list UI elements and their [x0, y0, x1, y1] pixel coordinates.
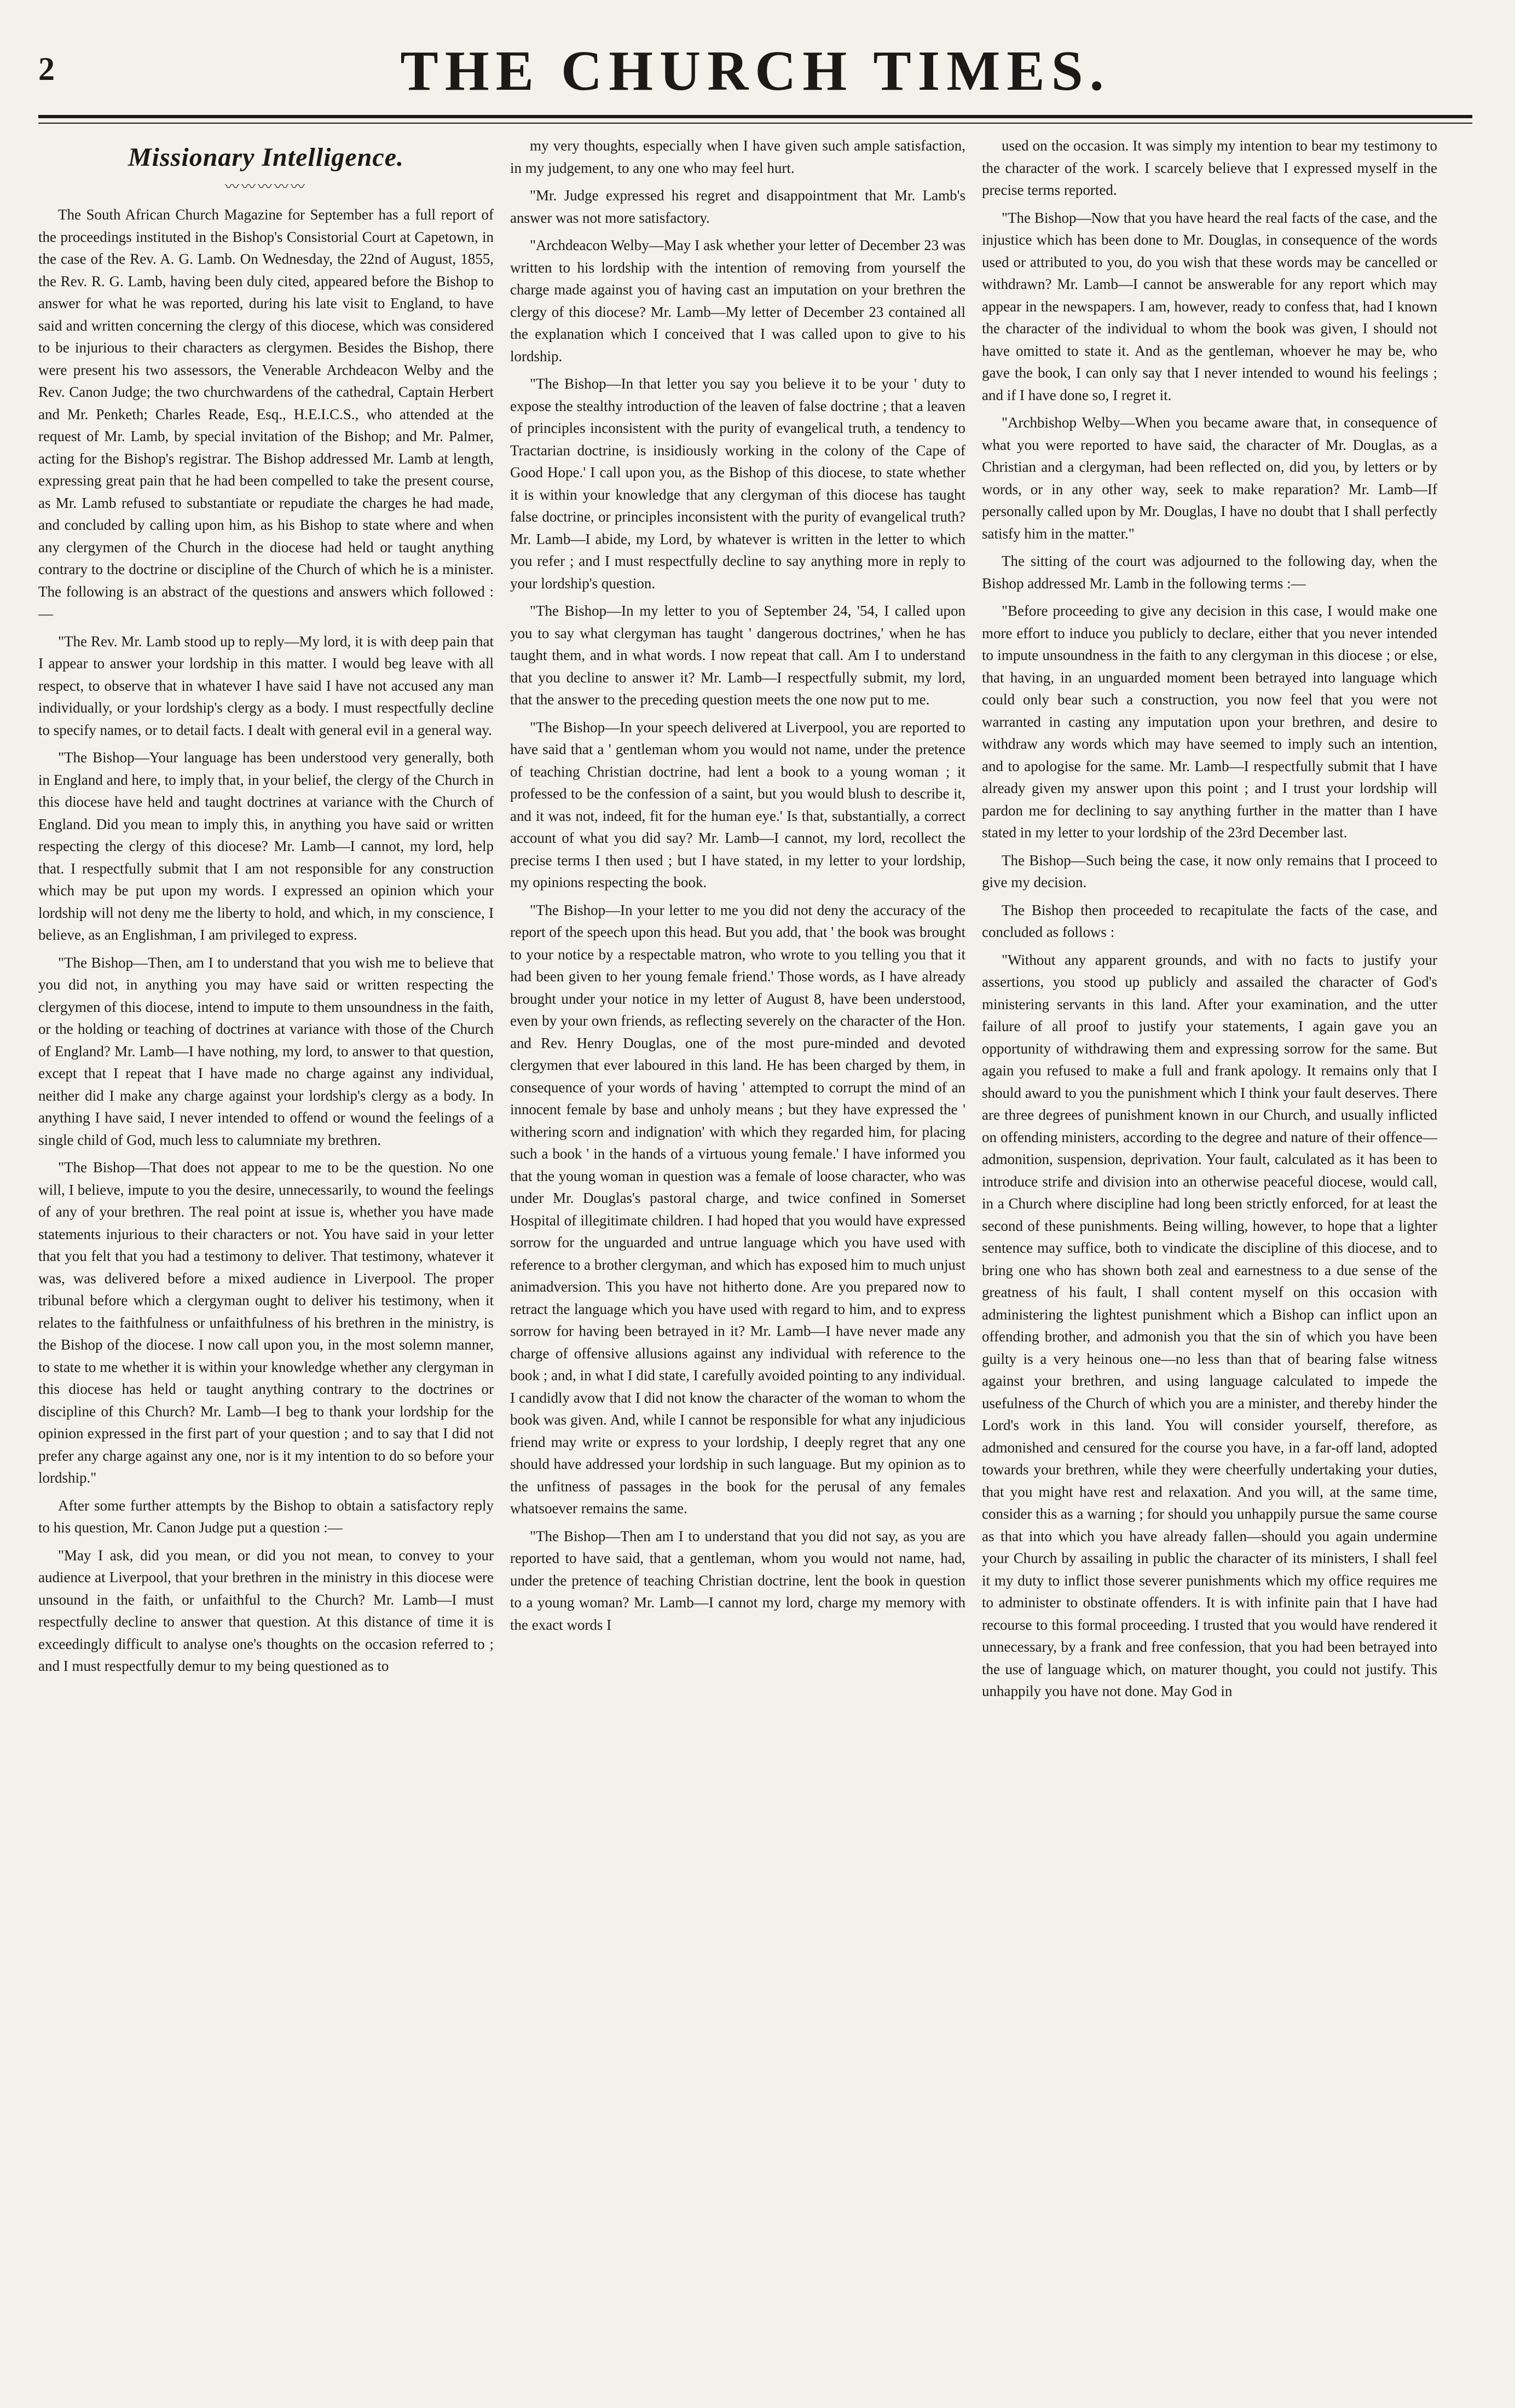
masthead-rule-thick	[38, 115, 1472, 118]
article-paragraph: "The Bishop—In your letter to me you did not deny the accuracy of the report of the speech upon this head. But you add, that ' the book was brought to your notice by a respectable matron, who wrote to you telling you that it had been given to her young female friend.' Those words, as I have already brought under your notice in my letter of August 8, have been understood, even by your own friends, as reflecting severely on the character of the Hon. and Rev. Henry Douglas, one of the most pure-minded and devoted clergymen that ever laboured in this land. He has been charged by them, in consequence of your words of having ' attempted to corrupt the mind of an innocent female by base and unholy means ; but they have expressed the ' withering scorn and indignation' with which they regarded him, for placing such a book ' in the hands of a virtuous young female.' I have informed you that the young woman in question was a female of loose character, who was under Mr. Douglas's pastoral charge, and twice confined in Somerset Hospital of illegitimate children. I had hoped that you would have expressed sorrow for the unguarded and untrue language which you have used with reference to a brother clergyman, and which has exposed him to much unjust animadversion. This you have not hitherto done. Are you prepared now to retract the language which you have used with regard to him, and to express sorrow for having been betrayed in it? Mr. Lamb—I have never made any charge of offensive allusions against any individual with reference to the book ; and, in what I did state, I carefully avoided pointing to any individual. I candidly avow that I did not know the character of the woman to whom the book was given. And, while I cannot be responsible for what any injudicious friend may write or express to your lordship, I deeply regret that any one should have addressed your lordship in such language. But my opinion as to the unfitness of passages in the book for the perusal of any females whatsoever remains the same.	[510, 901, 965, 1516]
article-paragraph: After some further attempts by the Bishop to obtain a satisfactory reply to his question, Mr. Canon Judge put a question :—	[38, 1497, 494, 1536]
article-paragraph: my very thoughts, especially when I have given such ample satisfaction, in my judgement, to any one who may feel hurt.	[510, 137, 965, 176]
article-paragraph: The sitting of the court was adjourned to the following day, when the Bishop addressed Mr. Lamb in the following terms :—	[982, 553, 1437, 592]
article-paragraph: "The Bishop—In that letter you say you believe it to be your ' duty to expose the stealthy introduction of the leaven of false doctrine ; that a leaven of principles inconsistent with the purity of evangelical truth, a tendency to Tractarian doctrine, is insidiously working in the colony of the Cape of Good Hope.' I call upon you, as the Bishop of this diocese, to state whether it is within your knowledge that any clergyman of this diocese has taught false doctrine, or principles inconsistent with the purity of evangelical truth? Mr. Lamb—I abide, my Lord, by whatever is written in the letter to which you refer ; and I must respectfully decline to say anything more in reply to your lordship's question.	[510, 375, 965, 592]
column-3	[982, 135, 1437, 2378]
page-number: 2	[38, 51, 55, 87]
article-paragraph: used on the occasion. It was simply my intention to bear my testimony to the character of the work. I scarcely believe that I expressed myself in the precise terms reported.	[982, 137, 1437, 198]
heading-flourish: 〰〰〰〰〰	[224, 179, 307, 195]
article-paragraph: "The Bishop—Now that you have heard the real facts of the case, and the injustice which has been done to Mr. Douglas, in consequence of the words used or attributed to you, do you wish that these words may be cancelled or withdrawn? Mr. Lamb—I cannot be answerable for any report which may appear in the newspapers. I am, however, ready to confess that, had I known the character of the individual to whom the book was given, I should not have omitted to state it. And as the gentleman, whoever he may be, who gave the book, I can only say that I never intended to wound his feelings ; and if I have done so, I regret it.	[982, 209, 1437, 403]
article-paragraph: "The Bishop—Your language has been understood very generally, both in England and here, to imply that, in your belief, the clergy of the Church in this diocese have held and taught doctrines at variance with the Church of England. Did you mean to imply this, in anything you have said or written respecting the clergy of this diocese? Mr. Lamb—I cannot, my lord, help that. I respectfully submit that I am not responsible for any construction which may be put upon my words. I expressed an opinion which your lordship will not deny me the liberty to hold, and which, in my conscience, I believe, as an Englishman, I am privileged to express.	[38, 749, 494, 943]
newspaper-page	[38, 22, 1472, 2386]
article-paragraph: "Without any apparent grounds, and with no facts to justify your assertions, you stood up publicly and assailed the character of God's ministering servants in this land. After your examination, and the utter failure of all proof to justify your statements, I again gave you an opportunity of withdrawing them and expressing sorrow for the same. But again you refused to make a full and frank apology. It remains only that I should award to you the punishment which I think your fault deserves. There are three degrees of punishment known in our Church, and usually inflicted on offending ministers, according to the degree and nature of their offence—admonition, suspension, deprivation. Your fault, calculated as it has been to introduce strife and division into an otherwise peaceful diocese, would call, in a Church where discipline had long been strictly enforced, for at least the second of these punishments. Being willing, however, to hope that a lighter sentence may suffice, both to vindicate the discipline of this diocese, and to bring one who has shown both zeal and earnestness to a due sense of the greatness of his fault, I shall content myself on this occasion with administering the lightest punishment which a Bishop can inflict upon an offending brother, and admonish you that the sin of which you have been guilty is a very heinous one—no less than that of bearing false witness against your brethren, and using language calculated to impede the usefulness of the Church of which you are a minister, and thereby hinder the Lord's work in this land. You will consider yourself, therefore, as admonished and censured for the course you have, in a far-off land, adopted towards your brethren, while they were cheerfully undertaking your duties, that you might have rest and relaxation. And you will, at the same time, consider this as a warning ; for should you unhappily pursue the same course as that into which you have already fallen—should you again undermine your Church by assailing in public the character of its ministers, I shall feel it my duty to inflict those severer punishments which my office requires me to administer to obstinate offenders. It is with infinite pain that I have had recourse to this formal proceeding. I trusted that you would have rendered it unnecessary, by a frank and free confession, that you had been betrayed into the use of language which, on maturer thought, you could not justify. This unhappily you have not done. May God in	[982, 951, 1437, 1699]
article-columns	[38, 135, 1472, 2386]
masthead	[38, 22, 1472, 104]
article-paragraph: "Mr. Judge expressed his regret and disappointment that Mr. Lamb's answer was not more satisfactory.	[510, 187, 965, 226]
masthead-rule-thin	[38, 123, 1472, 124]
article-paragraph: "Before proceeding to give any decision in this case, I would make one more effort to induce you publicly to declare, either that you never intended to impute unsoundness in the faith to any clergyman in this diocese ; or else, that having, in an unguarded moment been betrayed into language which could only bear such a construction, you now feel that you were not warranted in casting any imputation upon your brethren, and desire to withdraw any words which may have seemed to imply such an intention, and to apologise for the same. Mr. Lamb—I respectfully submit that I have already given my answer upon this point ; and I trust your lordship will pardon me for declining to say anything further in the matter than I have stated in my letter to your lordship of the 23rd December last.	[982, 603, 1437, 841]
article-paragraph: "The Bishop—Then, am I to understand that you wish me to believe that you did not, in anything you may have said or written respecting the clergymen of this diocese, intend to impute to them unsoundness in the faith, or the holding or teaching of doctrines at variance with those of the Church of England? Mr. Lamb—I have nothing, my lord, to answer to that question, except that I repeat that I have made no charge against any individual, neither did I make any charge against your lordship's clergy as a body. In anything I have said, I never intended to offend or wound the feelings of a single child of God, much less to calumniate my brethren.	[38, 954, 494, 1148]
article-paragraph: "May I ask, did you mean, or did you not mean, to convey to your audience at Liverpool, that your brethren in the ministry in this diocese were unsound in the faith, or unfaithful to the Church? Mr. Lamb—I must respectfully decline to answer that question. At this distance of time it is exceedingly difficult to analyse one's thoughts on the occasion referred to ; and I must respectfully demur to my being questioned as to	[38, 1547, 494, 1674]
article-paragraph: The Bishop—Such being the case, it now only remains that I proceed to give my decision.	[982, 852, 1437, 890]
article-paragraph: The Bishop then proceeded to recapitulate the facts of the case, and concluded as follows :	[982, 901, 1437, 940]
article-paragraph: "The Bishop—In my letter to you of September 24, '54, I called upon you to say what clergyman has taught ' dangerous doctrines,' when he has taught them, and in what words. I now repeat that call. Am I to understand that you decline to answer it? Mr. Lamb—I respectfully submit, my lord, that the answer to the preceding question meets the one now put to me.	[510, 603, 965, 708]
article-paragraph: "The Bishop—Then am I to understand that you did not say, as you are reported to have said, that a gentleman, whom you would not name, had, under the pretence of teaching Christian doctrine, lent the book in question to a young woman? Mr. Lamb—I cannot my lord, charge my memory with the exact words I	[510, 1527, 965, 1633]
article-paragraph: "Archdeacon Welby—May I ask whether your letter of December 23 was written to his lordship with the intention of removing from yourself the charge made against you of having cast an imputation on your brethren the clergy of this diocese? Mr. Lamb—My letter of December 23 contained all the explanation which I conceived that I was called upon to give to his lordship.	[510, 237, 965, 364]
section-heading: Missionary Intelligence.	[128, 143, 404, 172]
article-paragraph: "Archbishop Welby—When you became aware that, in consequence of what you were reported to have said, the character of Mr. Douglas, as a Christian and a clergyman, had been reflected on, did you, by letters or by words, or in any other way, seek to make reparation? Mr. Lamb—If personally called upon by Mr. Douglas, I have no doubt that I shall perfectly satisfy him in the matter."	[982, 414, 1437, 542]
article-paragraph: The South African Church Magazine for September has a full report of the proceedings instituted in the Bishop's Consistorial Court at Capetown, in the case of the Rev. A. G. Lamb. On Wednesday, the 22nd of August, 1855, the Rev. R. G. Lamb, having been duly cited, appeared before the Bishop to answer for what he was reported, during his late visit to England, to have said and written concerning the clergy of this diocese, which was considered to be injurious to their characters as clergymen. Besides the Bishop, there were present his two assessors, the Venerable Archdeacon Welby and the Rev. Canon Judge; the two churchwardens of the cathedral, Captain Herbert and Mr. Penketh; Charles Reade, Esq., H.E.I.C.S., who attended at the request of Mr. Lamb, by special invitation of the Bishop; and Mr. Palmer, acting for the Bishop's registrar. The Bishop addressed Mr. Lamb at length, expressing great pain that he had been compelled to take the present course, as Mr. Lamb refused to substantiate or repudiate the charges he had made, and concluded by calling upon him, as his Bishop to state where and when any clergymen of the Church in the diocese had held or taught anything contrary to the doctrine or discipline of the Church of which he is a minister. The following is an abstract of the questions and answers which followed :—	[38, 206, 494, 622]
article-paragraph: "The Bishop—In your speech delivered at Liverpool, you are reported to have said that a ' gentleman whom you would not name, under the pretence of teaching Christian doctrine, had lent a book to a young woman ; it professed to be the confession of a saint, but you would blush to describe it, and it was not, indeed, fit for the human eye.' Is that, substantially, a correct account of what you did say? Mr. Lamb—I cannot, my lord, recollect the precise terms I then used ; but I have stated, in my letter to your lordship, my opinions respecting the book.	[510, 719, 965, 890]
article-paragraph: "The Rev. Mr. Lamb stood up to reply—My lord, it is with deep pain that I appear to answer your lordship in this matter. I would beg leave with all respect, to observe that in whatever I have said I have not accused any man individually, or your lordship's clergy as a body. I must respectfully decline to specify names, or to detail facts. I dealt with general evil in a general way.	[38, 633, 494, 738]
paper-title: THE CHURCH TIMES.	[400, 39, 1111, 102]
column-2	[510, 135, 965, 2378]
column-1	[38, 135, 494, 2378]
article-paragraph: "The Bishop—That does not appear to me to be the question. No one will, I believe, impute to you the desire, unnecessarily, to wound the feelings of any of your brethren. The real point at issue is, whether you have made statements injurious to their characters or not. You have said in your letter that you felt that you had a testimony to deliver. That testimony, whatever it was, was delivered before a mixed audience in Liverpool. The proper tribunal before which a clergyman ought to deliver his testimony, when it relates to the faithfulness or unfaithfulness of his brethren in the ministry, is the Bishop of the diocese. I now call upon you, in the most solemn manner, to state to me whether it is within your knowledge whether any clergyman in this diocese has held or taught anything contrary to the doctrines or discipline of this Church? Mr. Lamb—I beg to thank your lordship for the opinion expressed in the first part of your question ; and to say that I did not prefer any charge against any one, nor is it my intention to do so before your lordship."	[38, 1159, 494, 1486]
